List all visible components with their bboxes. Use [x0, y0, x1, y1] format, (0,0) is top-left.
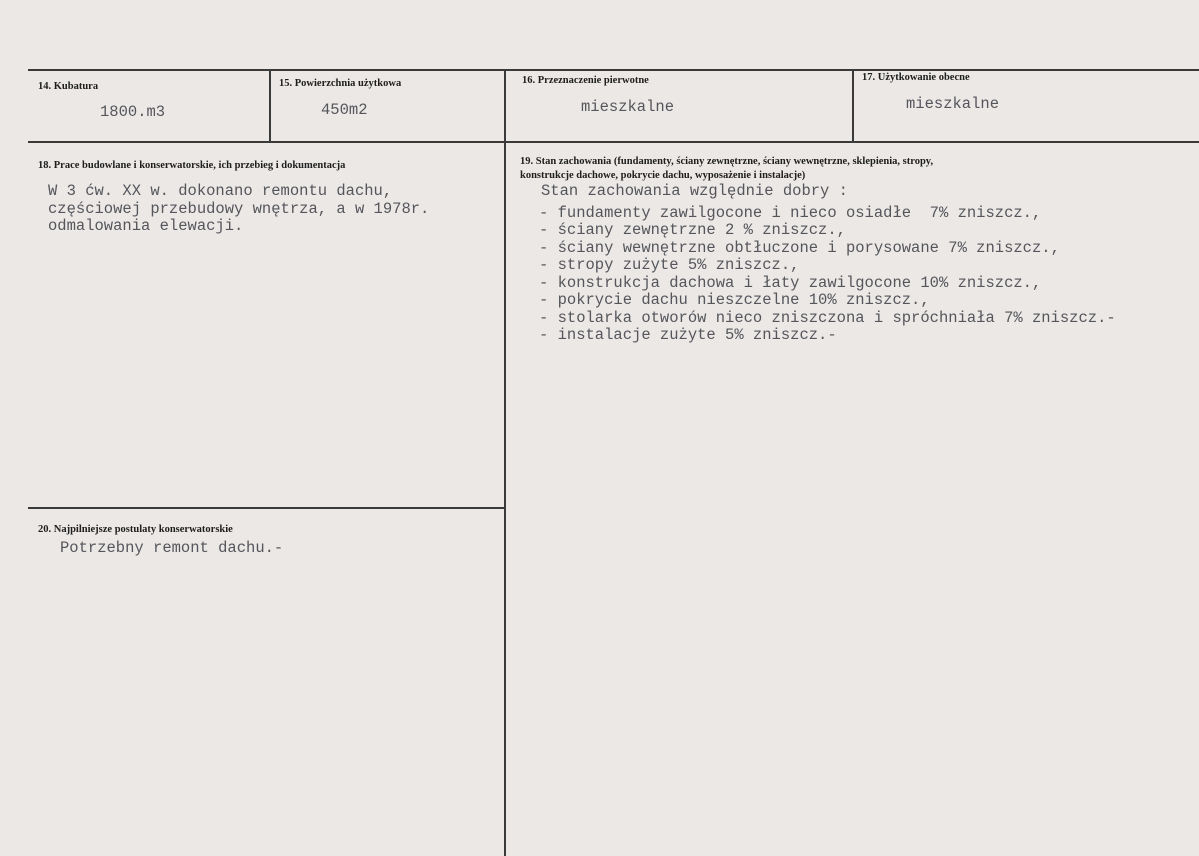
- stan-line: - instalacje zużyte 5% zniszcz.-: [539, 326, 837, 344]
- powierzchnia-label: 15. Powierzchnia użytkowa: [279, 78, 402, 89]
- prace-line: częściowej przebudowy wnętrza, a w 1978r.: [48, 199, 430, 218]
- stan-line: - fundamenty zawilgocone i nieco osiadłe 7% zniszcz.,: [539, 203, 1042, 222]
- uzytkowanie-value: mieszkalne: [906, 95, 1000, 113]
- kubatura-value: 1800.m3: [100, 103, 166, 121]
- stan-line: Stan zachowania względnie dobry :: [541, 182, 848, 200]
- prace-line: W 3 ćw. XX w. dokonano remontu dachu,: [48, 182, 393, 200]
- postulaty-label: 20. Najpilniejsze postulaty konserwatorskie: [38, 524, 233, 535]
- prace-line: odmalowania elewacji.: [48, 217, 244, 235]
- kubatura-label: 14. Kubatura: [38, 81, 99, 92]
- przeznaczenie-label: 16. Przeznaczenie pierwotne: [522, 75, 649, 86]
- col-divider-3: [852, 69, 854, 143]
- left-mid-rule: [28, 507, 506, 509]
- powierzchnia-value: 450m2: [321, 101, 368, 119]
- prace-label: 18. Prace budowlane i konserwatorskie, ich przebieg i dokumentacja: [38, 160, 346, 171]
- stan-line: - ściany wewnętrzne obtłuczone i porysowane 7% zniszcz.,: [539, 238, 1060, 257]
- row1-bottom-rule: [28, 141, 1199, 143]
- col-divider-2: [504, 69, 506, 856]
- postulaty-value: Potrzebny remont dachu.-: [60, 539, 284, 557]
- stan-line: - ściany zewnętrzne 2 % zniszcz.,: [539, 221, 846, 239]
- stan-line: - stolarka otworów nieco zniszczona i spróchniała 7% zniszcz.-: [539, 308, 1116, 327]
- stan-label-line1: 19. Stan zachowania (fundamenty, ściany zewnętrzne, ściany wewnętrzne, sklepienia, stropy,: [520, 156, 934, 167]
- stan-label-line2: konstrukcje dachowe, pokrycie dachu, wyposażenie i instalacje): [520, 170, 806, 181]
- stan-text: [539, 183, 1116, 345]
- stan-line: - konstrukcja dachowa i łaty zawilgocone 10% zniszcz.,: [539, 273, 1042, 292]
- stan-line: - pokrycie dachu nieszczelne 10% zniszcz.,: [539, 291, 930, 309]
- uzytkowanie-label: 17. Użytkowanie obecne: [862, 72, 970, 83]
- top-rule: [28, 69, 1199, 71]
- przeznaczenie-value: mieszkalne: [581, 98, 675, 116]
- prace-text: [48, 183, 429, 236]
- stan-line: - stropy zużyte 5% zniszcz.,: [539, 256, 800, 274]
- col-divider-1: [269, 69, 271, 143]
